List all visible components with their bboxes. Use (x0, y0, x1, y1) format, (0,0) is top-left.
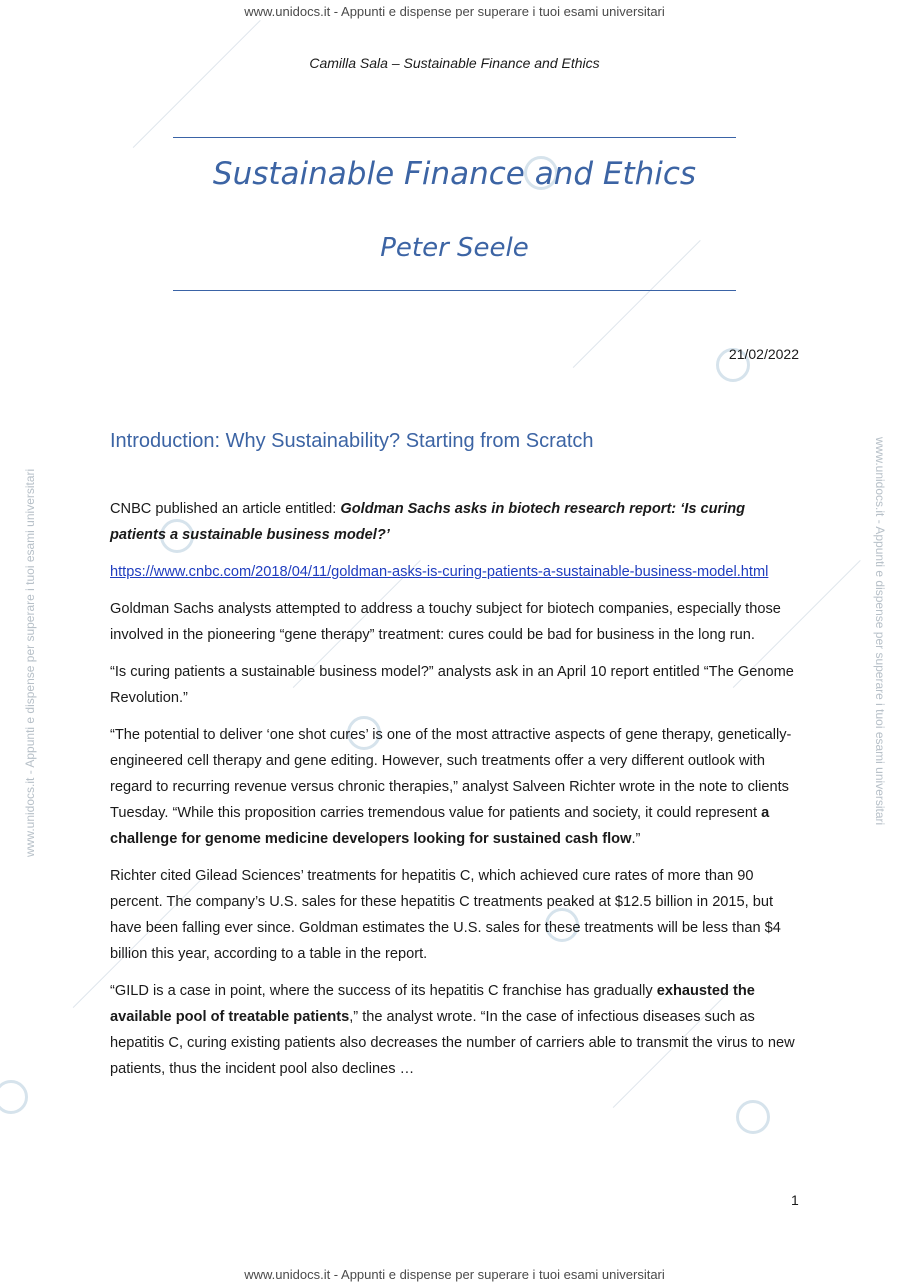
paragraph-4 (110, 722, 802, 852)
running-header: Camilla Sala – Sustainable Finance and Ethics (309, 55, 600, 71)
paragraph-3: “Is curing patients a sustainable business model?” analysts ask in an April 10 report entitled “The Genome Revolution.” (110, 664, 794, 706)
body-text (110, 496, 802, 1093)
watermark-right: www.unidocs.it - Appunti e dispense per superare i tuoi esami universitari (873, 437, 887, 826)
p6-bold: exhausted the available pool of treatable patients (110, 983, 755, 1025)
p4-text-a: “The potential to deliver ‘one shot cures’ is one of the most attractive aspects of gene therapy, genetically-engineered cell therapy and gene editing. However, such treatments offer a very different outlook with regard to recurring revenue versus chronic therapies,” analyst Salveen Richter wrote in the note to clients Tuesday. “While this proposition carries tremendous value for patients and society, it could represent (110, 727, 792, 821)
title-bottom-rule (173, 290, 736, 291)
watermark-left: www.unidocs.it - Appunti e dispense per superare i tuoi esami universitari (23, 468, 37, 857)
p6-text-b: ,” the analyst wrote. “In the case of infectious diseases such as hepatitis C, curing existing patients also decreases the number of carriers able to transmit the virus to new patients, thus the incident pool also declines … (110, 1009, 795, 1077)
paragraph-link (110, 559, 802, 585)
p6-text-a: “GILD is a case in point, where the success of its hepatitis C franchise has gradually (110, 983, 657, 999)
paragraph-2: Goldman Sachs analysts attempted to address a touchy subject for biotech companies, especially those involved in the pioneering “gene therapy” treatment: cures could be bad for business in the long run. (110, 601, 781, 643)
watermark-logo-icon (736, 1100, 770, 1134)
document-title: Sustainable Finance and Ethics (212, 156, 697, 192)
watermark-logo-icon (0, 1080, 28, 1114)
watermark-bottom: www.unidocs.it - Appunti e dispense per superare i tuoi esami universitari (244, 1267, 665, 1282)
intro-lead: CNBC published an article entitled: (110, 501, 341, 517)
document-author: Peter Seele (380, 233, 529, 263)
paragraph-5: Richter cited Gilead Sciences’ treatments for hepatitis C, which achieved cure rates of more than 90 percent. The company’s U.S. sales for these hepatitis C treatments peaked at $12.5 billion in 2015, but have been falling ever since. Goldman estimates the U.S. sales for these treatments will be less than $4 billion this year, according to a table in the report. (110, 868, 781, 962)
page-number: 1 (791, 1192, 799, 1208)
title-top-rule (173, 137, 736, 138)
paragraph-6 (110, 978, 802, 1082)
document-date: 21/02/2022 (728, 346, 799, 362)
p4-text-b: .” (631, 831, 641, 847)
paragraph-intro (110, 496, 802, 548)
article-link[interactable]: https://www.cnbc.com/2018/04/11/goldman-asks-is-curing-patients-a-sustainable-business-model.html (110, 564, 769, 580)
section-title: Introduction: Why Sustainability? Starting from Scratch (110, 430, 594, 452)
article-title: Goldman Sachs asks in biotech research report: ‘Is curing patients a sustainable business model?’ (110, 501, 746, 543)
watermark-stroke (133, 20, 261, 148)
watermark-top: www.unidocs.it - Appunti e dispense per superare i tuoi esami universitari (244, 4, 665, 19)
p4-bold: a challenge for genome medicine developers looking for sustained cash flow (110, 805, 770, 847)
